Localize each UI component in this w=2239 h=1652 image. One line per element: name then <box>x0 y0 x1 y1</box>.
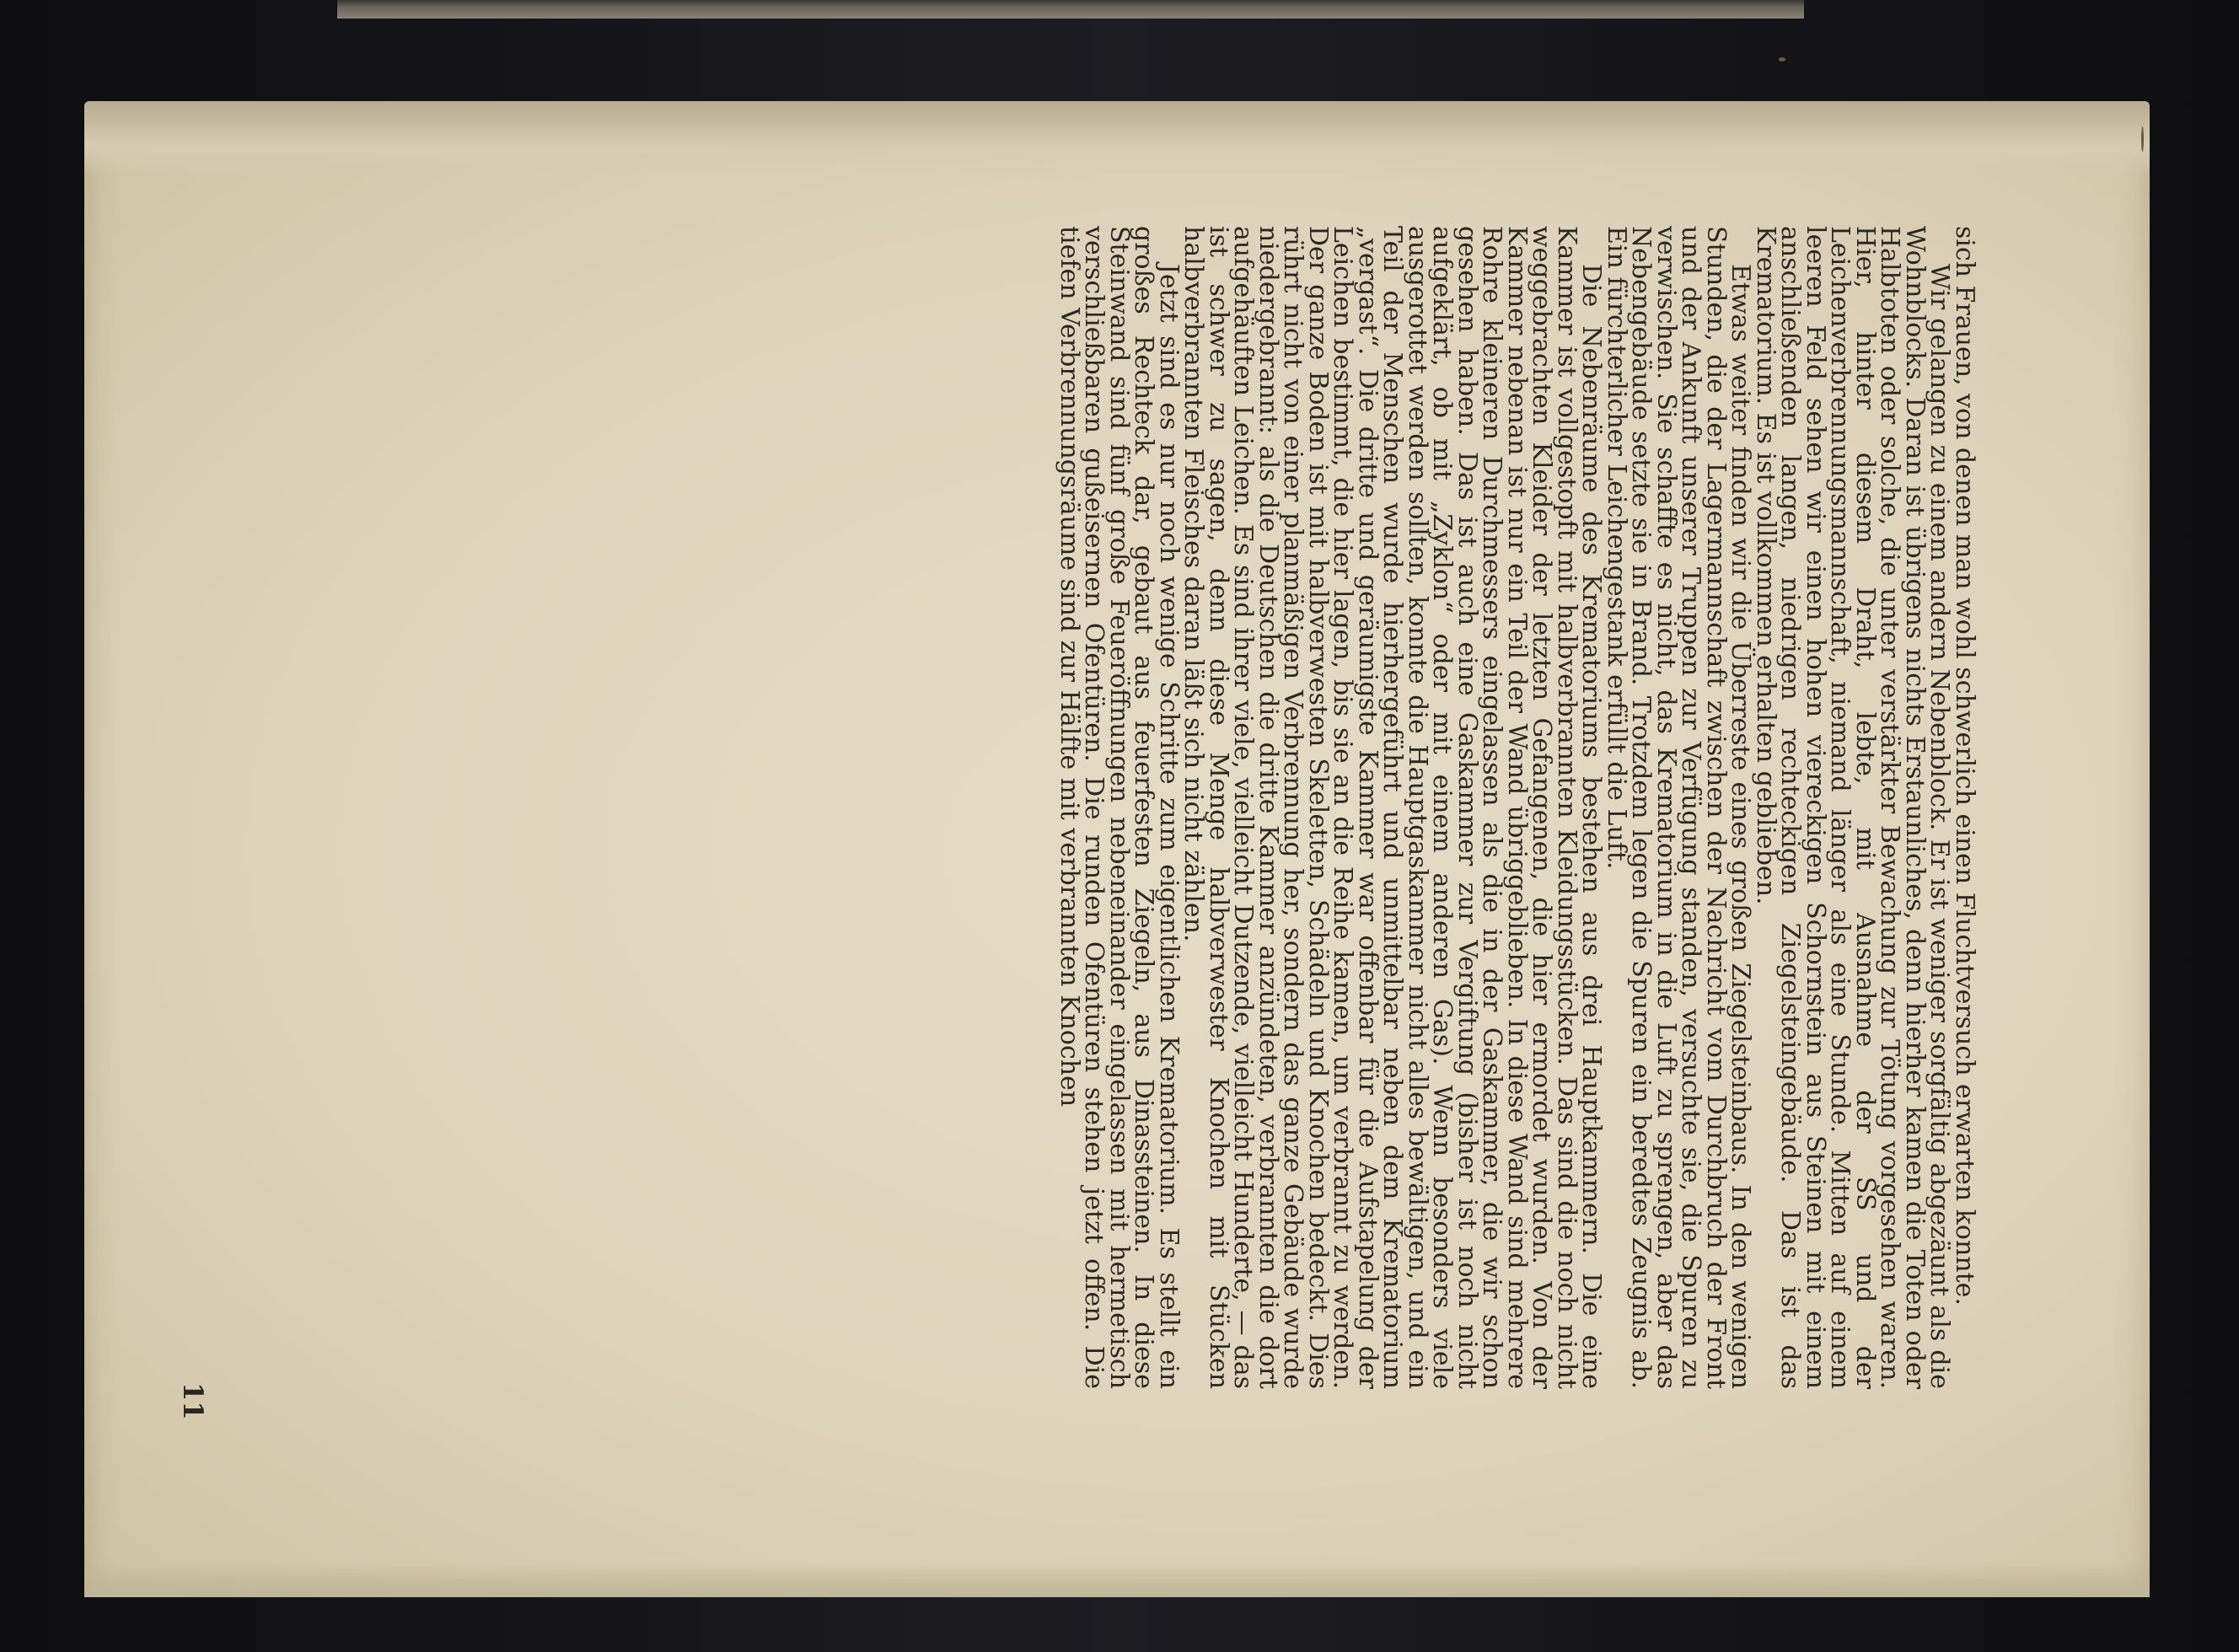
paragraph: sich Frauen, von denen man wohl schwerlich einen Fluchtversuch erwarten konnte. <box>1950 226 1979 1306</box>
body-text <box>1057 226 1978 1389</box>
page-gutter-shadow <box>84 101 2150 177</box>
paragraph: Die Nebenräume des Krematoriums bestehen aus drei Hauptkammern. Die eine Kammer ist vollgestopft mit halbverbrannten Kleidungsstücken. Das sind die noch nicht weggebrachten Kleider der letzten Gefangenen, die hier ermordet wurden. Von der Kammer nebenan ist nur ein Teil der Wand übriggeblieben. In diese Wand sind mehrere Rohre kleineren Durchmessers eingelassen als die in der Gaskammer, die wir schon gesehen haben. Das ist auch eine Gaskammer zur Vergiftung (bisher ist noch nicht aufgeklärt, ob mit „Zyklon“ oder mit einem anderen Gas). Wenn besonders viele ausgerottet werden sollten, konnte die Hauptgaskammer nicht alles bewältigen, und ein Teil der Menschen wurde hierhergeführt und unmittelbar neben dem Krematorium „vergast“. Die dritte und geräumigste Kammer war offenbar für die Aufstapelung der Leichen bestimmt, die hier lagen, bis sie an die Reihe kamen, um verbrannt zu werden. Der ganze Boden ist mit halbverwesten Skeletten, Schädeln und Knochen bedeckt. Dies rührt nicht von einer planmäßigen Verbrennung her, sondern das ganze Gebäude wurde niedergebrannt: als die Deutschen die dritte Kammer anzündeten, verbrannten die dort aufgehäuften Leichen. Es sind ihrer viele, vielleicht Dutzende, vielleicht Hunderte, — das ist schwer zu sagen, denn diese Menge halbverwester Knochen mit Stücken halbverbrannten Fleisches daran läßt sich nicht zählen. <box>1179 226 1607 1389</box>
facing-page-photo-edge <box>337 0 1804 19</box>
page-bottom-edge <box>84 1564 2150 1597</box>
paper-speck <box>2141 126 2144 152</box>
paragraph: Wir gelangen zu einem andern Nebenblock. Er ist weniger sorgfältig abgezäunt als die Wohnblocks. Daran ist übrigens nichts Erstaunliches, denn hierher kamen die Toten oder Halbtoten oder solche, die unter verstärkter Bewachung zur Tötung vorgesehen waren. Hier, hinter diesem Draht, lebte, mit Ausnahme der SS und der Leichenverbrennungsmannschaft, niemand länger als eine Stunde. Mitten auf einem leeren Feld sehen wir einen hohen viereckigen Schornstein aus Steinen mit einem anschließenden langen, niedrigen rechteckigen Ziegelsteingebäude. Das ist das Krematorium. Es ist vollkommen erhalten geblieben. <box>1751 226 1955 1389</box>
paragraph: Etwas weiter finden wir die Überreste eines großen Ziegelsteinbaus. In den wenigen Stunden, die der Lagermannschaft zwischen der Nachricht vom Durchbruch der Front und der Ankunft unserer Truppen zur Verfügung standen, versuchte sie, die Spuren zu verwischen. Sie schaffte es nicht, das Krematorium in die Luft zu sprengen, aber das Nebengebäude setzte sie in Brand. Trotzdem legen die Spuren ein beredtes Zeugnis ab. Ein fürchterlicher Leichengestank erfüllt die Luft. <box>1602 226 1756 1389</box>
paragraph: Jetzt sind es nur noch wenige Schritte zum eigentlichen Krematorium. Es stellt ein großes Rechteck dar, gebaut aus feuerfesten Ziegeln, aus Dinassteinen. In diese Steinwand sind fünf große Feueröffnungen nebeneinander eingelassen mit hermetisch verschließbaren gußeisernen Ofentüren. Die runden Ofentüren stehen jetzt offen. Die tiefen Verbrennungsräume sind zur Hälfte mit verbrannten Knochen <box>1055 226 1184 1389</box>
page-number: 11 <box>177 1382 209 1420</box>
paper-speck <box>1779 57 1785 62</box>
